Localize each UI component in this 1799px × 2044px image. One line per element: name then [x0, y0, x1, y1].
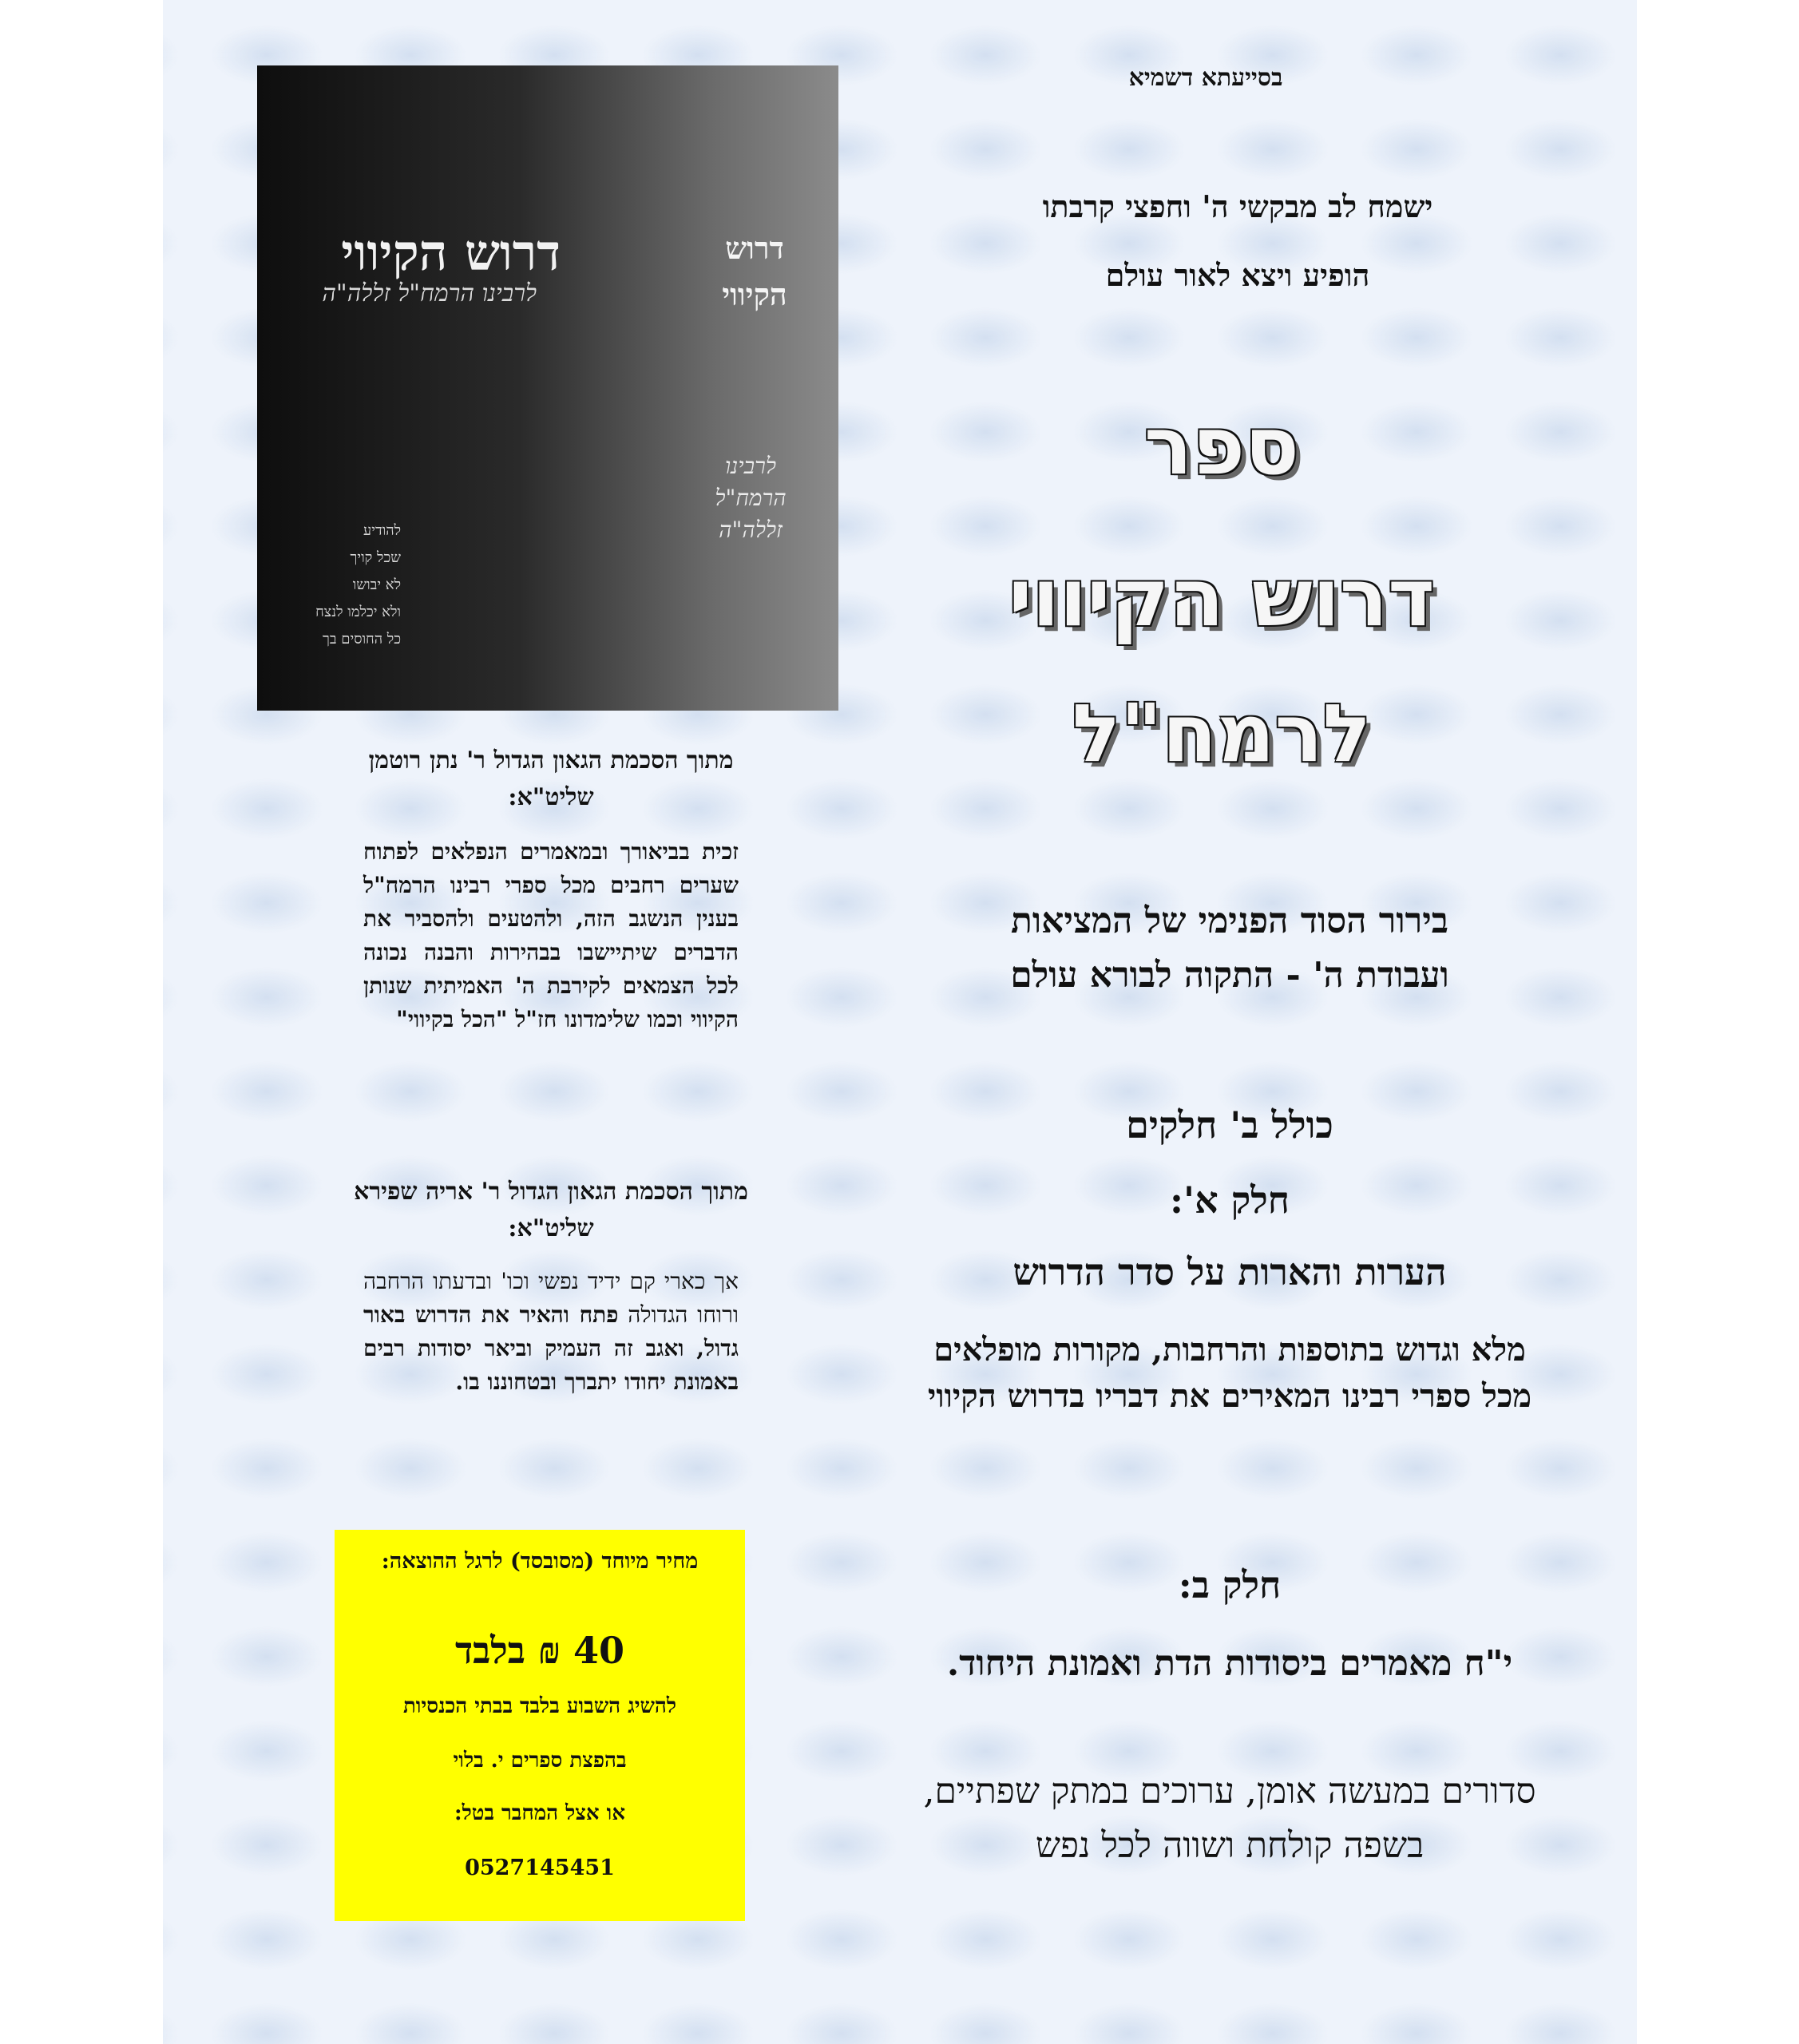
part-a-title: הערות והארות על סדר הדרוש	[1012, 1250, 1447, 1293]
part-b-title: י"ח מאמרים ביסודות הדת ואמונת היחוד.	[946, 1643, 1513, 1684]
cover-spine-title: דרוש הקיווי	[722, 230, 787, 312]
approbation-2-text	[363, 1265, 739, 1399]
approbation-1-text: זכית בביאורך ובמאמרים הנפלאים לפתוח שערים רחבים מכל ספרי רבינו הרמח"ל בענין הנשגב הזה, ולהטעים ולהסביר את הדברים שיתיישבו בבהירות והבנה נכונה לכל הצמאים לקירבת ה' האמיתית שנותן הקיווי וכמו שלימדונו חז"ל "הכל בקיווי"	[363, 838, 739, 1032]
part-a-label: חלק א':	[1170, 1178, 1290, 1222]
subtitle-line-1: בירור הסוד הפנימי של המציאות	[1010, 901, 1449, 941]
promo-availability: להשיג השבוע בלבד בבתי הכנסיות	[402, 1694, 677, 1718]
part-b-label: חלק ב:	[1178, 1563, 1282, 1606]
promo-special-price-label: מחיר מיוחד (מסובסד) לרגל ההוצאה:	[381, 1549, 699, 1574]
intro-line-1: ישמח לב מבקשי ה' וחפצי קרבתו	[1042, 188, 1433, 224]
title-author: לרמח"ל	[1072, 687, 1372, 780]
promo-phone: 0527145451	[465, 1856, 615, 1880]
cover-verse	[281, 517, 401, 653]
promo-author-contact: או אצל המחבר בטל:	[454, 1801, 626, 1825]
cover-spine-author: לרבינו הרמח"ל זללה"ה	[715, 453, 787, 543]
price-promo-box	[335, 1530, 745, 1921]
promo-distributor: בהפצת ספרים י. בלוי	[453, 1749, 627, 1773]
approbation-2-heading: מתוך הסכמת הגאון הגדול ר' אריה שפירא שליט"א:	[354, 1178, 748, 1242]
approbation-2-text-bold: פתח והאיר את הדרוש באור גדול, ואגב זה העמיק וביאר יסודות רבים באמונת יחודו יתברך ובטחוננו בו.	[363, 1301, 739, 1395]
approbation-2-text-plain: אך כארי קם ידיד נפשי וכו' ובדעתו הרחבה ורוחו הגדולה	[363, 1268, 739, 1328]
contents-heading: כולל ב' חלקים	[1126, 1103, 1333, 1147]
approbation-1-heading: מתוך הסכמת הגאון הגדול ר' נתן רוטמן שליט"א:	[368, 747, 734, 811]
part-a-description: מלא וגדוש בתוספות והרחבות, מקורות מופלאים מכל ספרי רבינו המאירים את דבריו בדרוש הקיווי	[927, 1331, 1532, 1415]
cover-verse-line: ולא יכלמו לנצח	[315, 604, 401, 620]
promo-price: 40 ₪ בלבד	[455, 1629, 624, 1672]
intro-line-2: הופיע ויצא לאור עולם	[1105, 257, 1370, 293]
cover-verse-line: לא יבושו	[352, 576, 401, 593]
cover-verse-line: שכל קויך	[350, 549, 401, 566]
cover-verse-line: כל החוסים בך	[323, 631, 401, 648]
cover-title: דרוש הקיווי	[341, 224, 561, 282]
cover-subtitle: לרבינו הרמח"ל זללה"ה	[322, 279, 537, 307]
subtitle-line-2: ועבודת ה' - התקוה לבורא עולם	[1010, 955, 1449, 996]
cover-verse-line: להודיע	[363, 522, 401, 539]
book-cover-image	[257, 65, 838, 711]
title-main: דרוש הקיווי	[1008, 551, 1435, 644]
bsd-header: בסייעתא דשמיא	[1128, 64, 1283, 92]
part-b-description: סדורים במעשה אומן, ערוכים במתק שפתיים, בשפה קולחת ושווה לכל נפש	[923, 1771, 1536, 1866]
title-sefer: ספר	[1144, 399, 1299, 493]
